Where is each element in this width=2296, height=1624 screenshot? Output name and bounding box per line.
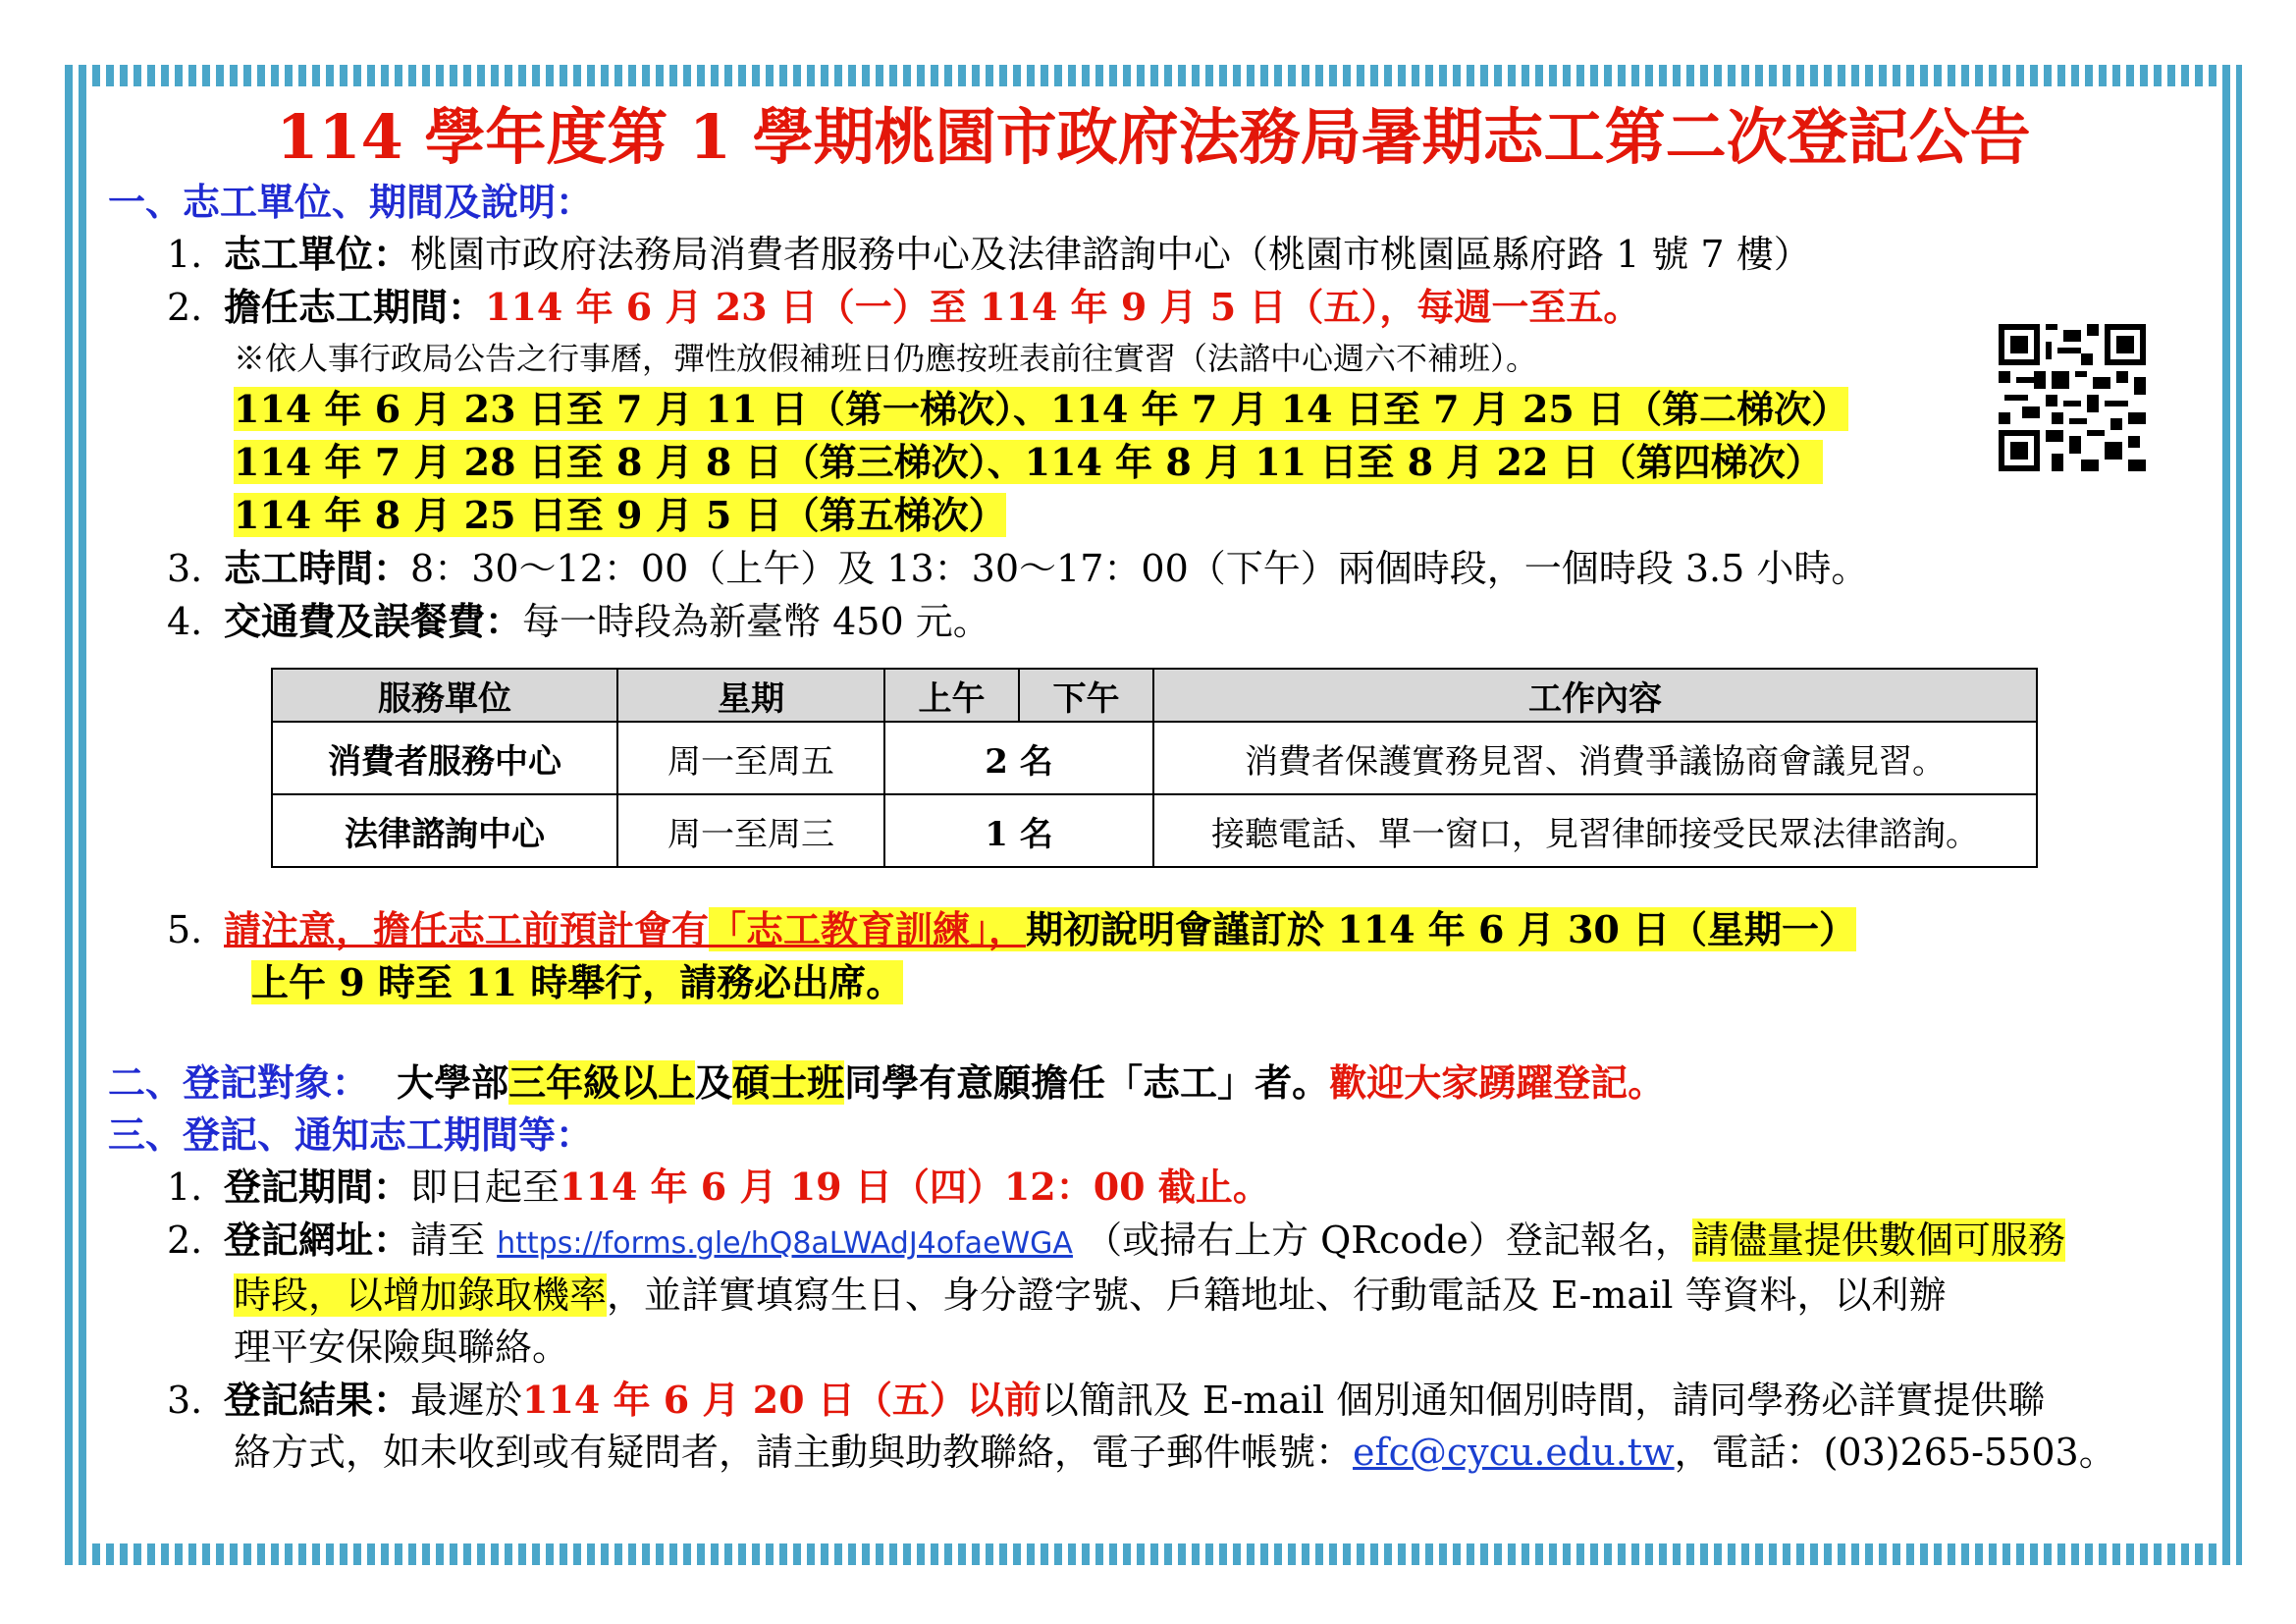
s1-item-5-cont: 上午 9 時至 11 時舉行，請務必出席。 bbox=[251, 960, 904, 1004]
cell-count: 1 名 bbox=[884, 794, 1153, 867]
batch-line-1: 114 年 6 月 23 日至 7 月 11 日（第一梯次）、114 年 7 月 14 日至 7 月 25 日（第二梯次） bbox=[234, 387, 1849, 431]
cell-work: 消費者保護實務見習、消費爭議協商會議見習。 bbox=[1153, 722, 2037, 794]
s3-item-2: 2. 登記網址：請至 https://forms.gle/hQ8aLWAdJ4ofaeWGA （或掃右上方 QRcode）登記報名，請儘量提供數個可服務 bbox=[167, 1218, 2065, 1262]
table-header: 上午 bbox=[884, 669, 1019, 722]
volunteer-table bbox=[271, 668, 2038, 868]
section-1-heading: 一、志工單位、期間及說明： bbox=[108, 180, 594, 224]
cell-count: 2 名 bbox=[884, 722, 1153, 794]
s1-note: ※依人事行政局公告之行事曆，彈性放假補班日仍應按班表前往實習（法諮中心週六不補班）。 bbox=[234, 340, 1538, 377]
s1-item-1: 1. 志工單位：桃園市政府法務局消費者服務中心及法律諮詢中心（桃園市桃園區縣府路 1 號 7 樓） bbox=[167, 232, 1811, 276]
table-header: 星期 bbox=[617, 669, 884, 722]
announcement bbox=[108, 98, 2199, 1479]
s3-item-2-cont: 時段，以增加錄取機率，並詳實填寫生日、身分證字號、戶籍地址、行動電話及 E-mail 等資料，以利辦 bbox=[234, 1273, 1947, 1317]
table-row bbox=[272, 794, 2037, 867]
s1-item-2: 2. 擔任志工期間：114 年 6 月 23 日（一）至 114 年 9 月 5 日（五），每週一至五。 bbox=[167, 285, 1641, 329]
registration-link[interactable]: https://forms.gle/hQ8aLWAdJ4ofaeWGA bbox=[497, 1226, 1073, 1261]
contact-email-link[interactable]: efc@cycu.edu.tw bbox=[1353, 1431, 1675, 1474]
table-header: 下午 bbox=[1019, 669, 1153, 722]
s1-item-3: 3. 志工時間：8：30～12：00（上午）及 13：30～17：00（下午）兩個時段，一個時段 3.5 小時。 bbox=[167, 546, 1869, 590]
table-row bbox=[272, 722, 2037, 794]
cell-days: 周一至周五 bbox=[617, 722, 884, 794]
section-2-heading: 二、登記對象： bbox=[108, 1060, 370, 1105]
batch-line-3: 114 年 8 月 25 日至 9 月 5 日（第五梯次） bbox=[234, 493, 1006, 537]
section-2: 二、登記對象： 大學部三年級以上及碩士班同學有意願擔任「志工」者。歡迎大家踴躍登記。 bbox=[108, 1060, 1666, 1105]
s1-item-5: 5. 請注意，擔任志工前預計會有「志工教育訓練」，期初說明會謹訂於 114 年 6 月 30 日（星期一） bbox=[167, 907, 1857, 951]
cell-days: 周一至周三 bbox=[617, 794, 884, 867]
cell-work: 接聽電話、單一窗口，見習律師接受民眾法律諮詢。 bbox=[1153, 794, 2037, 867]
cell-unit: 消費者服務中心 bbox=[272, 722, 617, 794]
table-header: 服務單位 bbox=[272, 669, 617, 722]
cell-unit: 法律諮詢中心 bbox=[272, 794, 617, 867]
s3-item-1: 1. 登記期間：即日起至114 年 6 月 19 日（四）12：00 截止。 bbox=[167, 1164, 1270, 1209]
page-title: 114 學年度第 1 學期桃園市政府法務局暑期志工第二次登記公告 bbox=[276, 101, 2031, 173]
section-3-heading: 三、登記、通知志工期間等： bbox=[108, 1112, 594, 1157]
table-header-row bbox=[272, 669, 2037, 722]
batch-line-2: 114 年 7 月 28 日至 8 月 8 日（第三梯次）、114 年 8 月 11 日至 8 月 22 日（第四梯次） bbox=[234, 440, 1823, 484]
table-header: 工作內容 bbox=[1153, 669, 2037, 722]
s3-item-3: 3. 登記結果：最遲於114 年 6 月 20 日（五）以前以簡訊及 E-mail 個別通知個別時間，請同學務必詳實提供聯 bbox=[167, 1378, 2046, 1422]
s1-item-4: 4. 交通費及誤餐費：每一時段為新臺幣 450 元。 bbox=[167, 599, 990, 643]
s3-item-3-cont: 絡方式，如未收到或有疑問者，請主動與助教聯絡，電子郵件帳號：efc@cycu.edu.tw，電話：(03)265-5503。 bbox=[234, 1431, 2116, 1474]
s3-item-2-cont2: 理平安保險與聯絡。 bbox=[234, 1326, 570, 1369]
